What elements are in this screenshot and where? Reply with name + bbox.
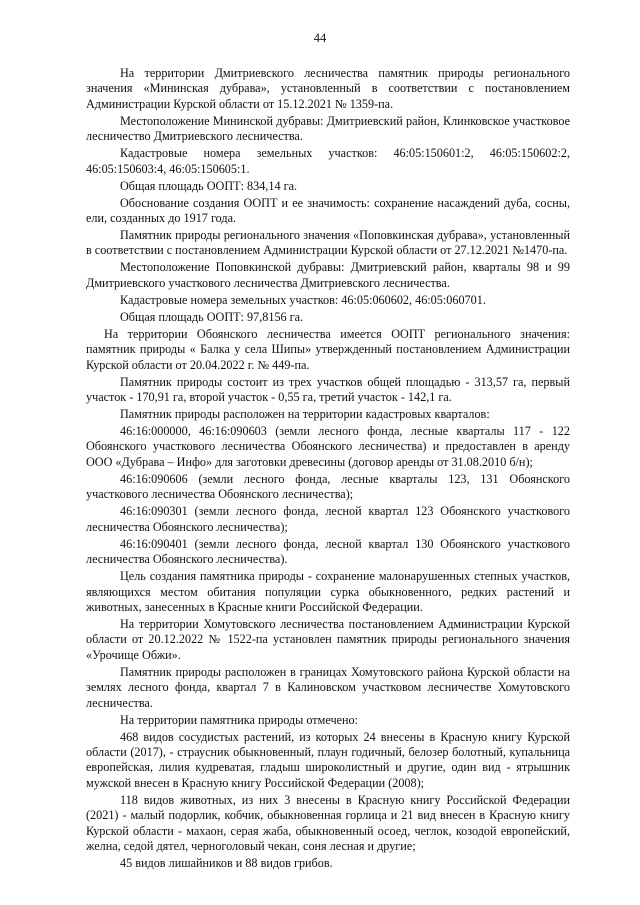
paragraph-khomutov-lichens-fungi: 45 видов лишайников и 88 видов грибов. xyxy=(120,855,333,870)
paragraph-khomutov-location: Памятник природы расположен в границах Хомутовского района Курской области на землях лесного фонда, квартал 7 в Калиновском участковом лесничестве Хомутовского лесничества. xyxy=(86,664,570,710)
paragraph-khomutov-plants: 468 видов сосудистых растений, из которых 24 внесены в Красную книгу Курской области (2017), - страусник обыкновенный, плаун годичный, белозер болотный, купальница европейская, лилия кудреватая, гладыш широколистный и другие, один вид - ятрышник мужской внесен в Красную книгу Российской Федерации (2008); xyxy=(86,729,570,790)
paragraph-mininskaya-intro: На территории Дмитриевского лесничества памятник природы регионального значения «Мининская дубрава», установленный в соответствии с постановлением Администрации Курской области от 15.12.2021 № 1359-па. xyxy=(86,66,570,111)
paragraph-oboyan-quarter-4: 46:16:090401 (земли лесного фонда, лесной квартал 130 Обоянского участкового лесничества Обоянского лесничества). xyxy=(86,536,570,567)
paragraph-popovkinskaya-intro: Памятник природы регионального значения «Поповкинская дубрава», установленный в соответствии с постановлением Администрации Курской области от 27.12.2021 №1470-па. xyxy=(86,228,570,258)
paragraph-khomutov-intro: На территории Хомутовского лесничества постановлением Администрации Курской области от 20.12.2022 № 1522-па установлен памятник природы регионального значения «Урочище Обжи». xyxy=(86,616,570,662)
paragraph-popovkinskaya-area: Общая площадь ООПТ: 97,8156 га. xyxy=(120,309,304,324)
paragraph-mininskaya-area: Общая площадь ООПТ: 834,14 га. xyxy=(120,178,298,193)
paragraph-khomutov-animals: 118 видов животных, из них 3 внесены в Красную книгу Российской Федерации (2021) - малый подорлик, кобчик, обыкновенная горлица и 21 вид внесен в Красную книгу Курской области - махаон, серая жаба, обыкновенный осоед, чеглок, козодой европейский, желна, седой дятел, черноголовый чекан, соня лесная и другие; xyxy=(86,792,570,853)
document-body xyxy=(86,66,570,873)
paragraph-oboyan-quarters-heading: Памятник природы расположен на территории кадастровых кварталов: xyxy=(120,407,490,422)
paragraph-oboyan-quarter-2: 46:16:090606 (земли лесного фонда, лесные кварталы 123, 131 Обоянского участкового лесничества Обоянского лесничества); xyxy=(86,471,570,502)
paragraph-mininskaya-cadastral: Кадастровые номера земельных участков: 46:05:150601:2, 46:05:150602:2, 46:05:150603:4, 46:05:150605:1. xyxy=(86,146,570,176)
paragraph-oboyan-quarter-3: 46:16:090301 (земли лесного фонда, лесной квартал 123 Обоянского участкового лесничества Обоянского лесничества); xyxy=(86,504,570,534)
page-number: 44 xyxy=(313,31,327,45)
paragraph-popovkinskaya-cadastral: Кадастровые номера земельных участков: 46:05:060602, 46:05:060701. xyxy=(120,292,486,307)
paragraph-oboyan-purpose: Цель создания памятника природы - сохранение малонарушенных степных участков, являющихся местом обитания популяции сурка обыкновенного, редких растений и животных, занесенных в Красные книги Российской Федерации. xyxy=(86,569,570,614)
paragraph-popovkinskaya-location: Местоположение Поповкинской дубравы: Дмитриевский район, кварталы 98 и 99 Дмитриевского участкового лесничества Дмитриевского лесничества. xyxy=(86,260,570,290)
paragraph-oboyan-intro: На территории Обоянского лесничества имеется ООПТ регионального значения: памятник природы « Балка у села Шипы» утвержденный постановлением Администрации Курской области от 20.04.2022 г. № 449-па. xyxy=(86,326,570,372)
paragraph-mininskaya-location: Местоположение Мининской дубравы: Дмитриевский район, Клинковское участковое лесничество Дмитриевского лесничества. xyxy=(86,113,570,144)
paragraph-khomutov-noted: На территории памятника природы отмечено: xyxy=(120,712,358,727)
paragraph-mininskaya-rationale: Обоснование создания ООПТ и ее значимость: сохранение насаждений дуба, сосны, ели, созданных до 1917 года. xyxy=(86,195,570,226)
paragraph-oboyan-quarter-1: 46:16:000000, 46:16:090603 (земли лесного фонда, лесные кварталы 117 - 122 Обоянского участкового лесничества Обоянского лесничества) и предоставлен в аренду ООО «Дубрава – Инфо» для заготовки древесины (договор аренды от 31.08.2010 б/н); xyxy=(86,424,570,469)
paragraph-oboyan-plots: Памятник природы состоит из трех участков общей площадью - 313,57 га, первый участок - 170,91 га, второй участок - 0,55 га, третий участок - 142,1 га. xyxy=(86,374,570,405)
